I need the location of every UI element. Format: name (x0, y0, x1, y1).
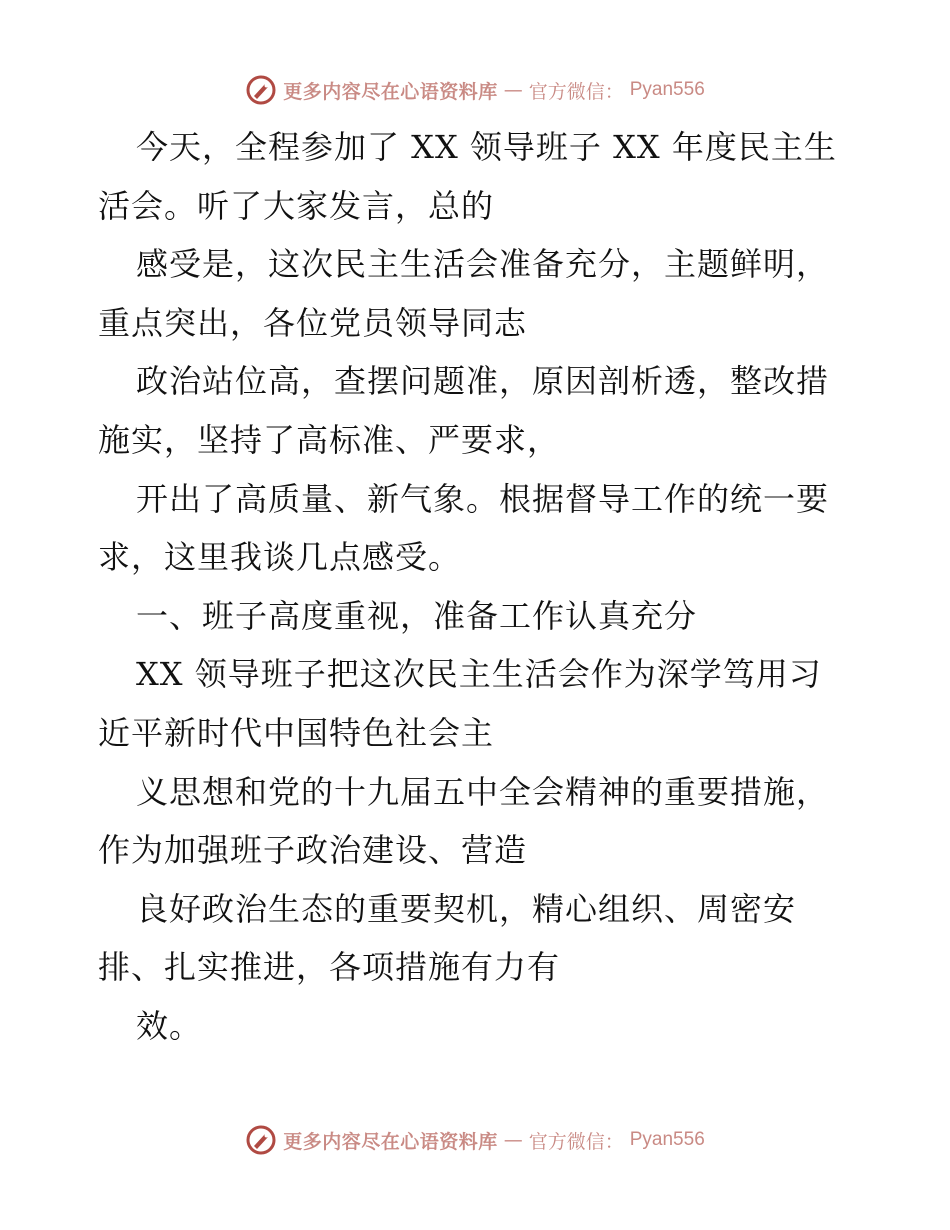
text-line: 重点突出，各位党员领导同志 (98, 303, 528, 342)
text-line: 作为加强班子政治建设、营造 (98, 831, 528, 870)
text-line: 开出了高质量、新气象。根据督导工作的统一要 (136, 479, 830, 518)
watermark-wechat-label: 官方微信： (528, 1130, 624, 1153)
text-line: 活会。听了大家发言，总的 (98, 186, 495, 225)
watermark-separator: — (503, 1129, 523, 1151)
watermark-separator: — (503, 79, 523, 101)
document-body (98, 118, 858, 1056)
text-line: 政治站位高，查摆问题准，原因剖析透，整改措 (136, 362, 830, 401)
watermark-site-text: 更多内容尽在心语资料库 (283, 1130, 498, 1153)
text-line: 良好政治生态的重要契机，精心组织、周密安 (136, 889, 797, 928)
header-watermark (0, 70, 950, 110)
text-line: 感受是，这次民主生活会准备充分，主题鲜明， (136, 245, 830, 284)
section-heading: 一、班子高度重视，准备工作认真充分 (136, 596, 698, 635)
watermark-site-text: 更多内容尽在心语资料库 (283, 80, 498, 103)
text-line: 近平新时代中国特色社会主 (98, 713, 495, 752)
text-line: 施实，坚持了高标准、严要求， (98, 420, 561, 459)
watermark-wechat-id: Pyan556 (629, 79, 705, 100)
pen-logo-icon (245, 74, 277, 106)
text-line: 效。 (136, 1006, 203, 1045)
text-line: 求，这里我谈几点感受。 (98, 538, 462, 577)
text-line: 排、扎实推进，各项措施有力有 (98, 948, 561, 987)
pen-logo-icon (245, 1124, 277, 1156)
text-line: XX 领导班子把这次民主生活会作为深学笃用习 (136, 655, 822, 694)
watermark-wechat-id: Pyan556 (629, 1129, 705, 1150)
text-line: 义思想和党的十九届五中全会精神的重要措施， (136, 772, 830, 811)
watermark-wechat-label: 官方微信： (528, 80, 624, 103)
footer-watermark (0, 1120, 950, 1160)
text-line: 今天，全程参加了 XX 领导班子 XX 年度民主生 (136, 128, 837, 166)
